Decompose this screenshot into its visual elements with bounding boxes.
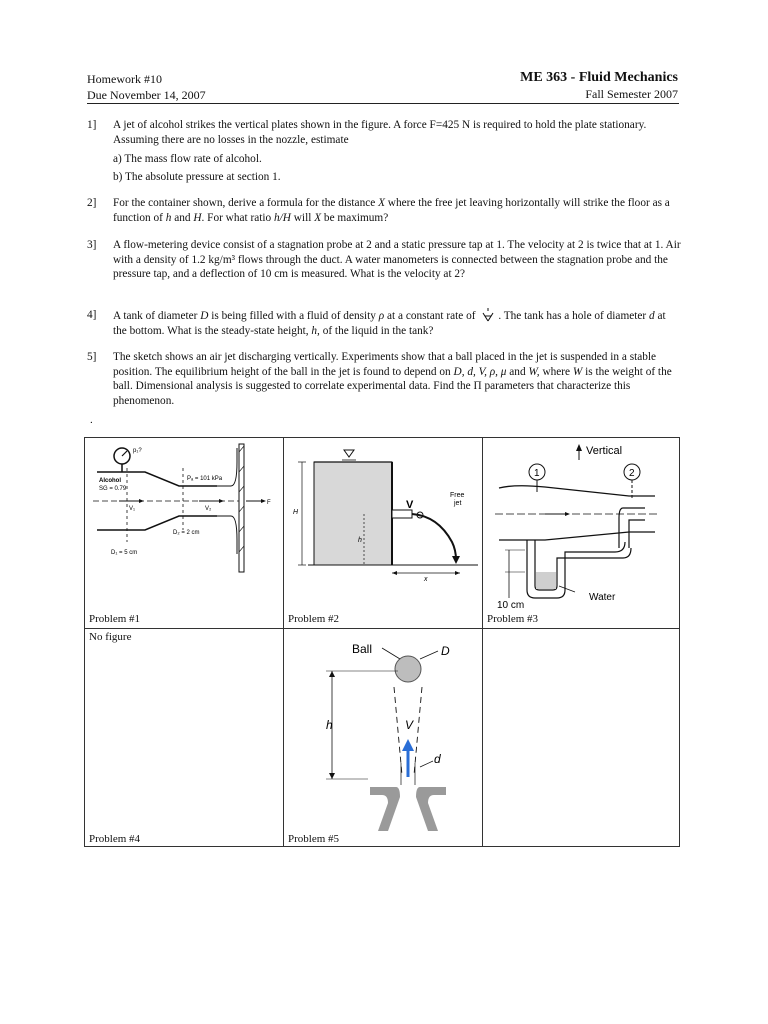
stray-dot: . bbox=[90, 414, 93, 426]
figure-cell-2 bbox=[283, 437, 483, 629]
svg-text:h: h bbox=[358, 537, 362, 544]
course-title: ME 363 - Fluid Mechanics bbox=[520, 70, 678, 85]
svg-text:H: H bbox=[293, 509, 299, 516]
figure-cell-5 bbox=[283, 628, 483, 847]
problem-3 bbox=[87, 238, 682, 282]
svg-text:d: d bbox=[434, 752, 441, 766]
svg-text:Alcohol: Alcohol bbox=[99, 478, 121, 484]
svg-text:p₁?: p₁? bbox=[133, 448, 142, 454]
problem-text: The sketch shows an air jet discharging vertically. Experiments show that a ball placed in the jet is suspended in a stable position. The equilibrium height of the ball in the jet is found to depend on D, d, V, ρ, μ and W, where W is the weight of the ball. Dimensional analysis is suggested to correlate experimental data. Find the Π parameters that characterize this phenomenon. bbox=[113, 351, 672, 407]
due-date: Due November 14, 2007 bbox=[87, 88, 206, 102]
figure-problem-3 bbox=[485, 440, 679, 610]
svg-text:Free: Free bbox=[450, 492, 465, 499]
figure-cell-6-empty bbox=[482, 628, 680, 847]
svg-text:Pₐ = 101 kPa: Pₐ = 101 kPa bbox=[187, 476, 223, 482]
semester: Fall Semester 2007 bbox=[585, 87, 678, 101]
problem-1 bbox=[87, 118, 682, 184]
problem-number: 4] bbox=[87, 309, 97, 321]
problem-4 bbox=[87, 308, 682, 338]
svg-text:D₂ = 2 cm: D₂ = 2 cm bbox=[173, 530, 200, 536]
figure-problem-2 bbox=[288, 442, 480, 602]
svg-text:V₁: V₁ bbox=[129, 506, 136, 512]
figure-problem-5 bbox=[288, 635, 480, 831]
svg-text:D₁ = 5 cm: D₁ = 5 cm bbox=[111, 550, 138, 556]
svg-text:1: 1 bbox=[534, 468, 540, 479]
no-figure-label: No figure bbox=[89, 631, 132, 643]
figure-problem-1 bbox=[89, 442, 281, 602]
svg-text:SG = 0.79: SG = 0.79 bbox=[99, 486, 127, 492]
svg-text:Water: Water bbox=[589, 592, 616, 603]
figure-cell-1 bbox=[84, 437, 284, 629]
svg-text:F: F bbox=[267, 500, 271, 506]
header-right bbox=[520, 69, 678, 103]
problem-text: A jet of alcohol strikes the vertical plates shown in the figure. A force F=425 N is required to hold the plate stationary. Assuming there are no losses in the nozzle, estimate bbox=[113, 119, 647, 146]
caption-problem-3: Problem #3 bbox=[487, 613, 539, 625]
svg-text:2: 2 bbox=[629, 468, 635, 479]
svg-text:x: x bbox=[424, 576, 428, 583]
caption-problem-2: Problem #2 bbox=[288, 613, 340, 625]
caption-problem-1: Problem #1 bbox=[89, 613, 141, 625]
svg-text:V: V bbox=[405, 718, 414, 732]
caption-problem-5: Problem #5 bbox=[288, 833, 340, 845]
problem-text: A tank of diameter D is being filled with a fluid of density ρ at a constant rate of . The tank has a hole of diameter d at the bottom. What is the steady-state height, h, of the liquid in the tank? bbox=[113, 310, 666, 337]
header-rule bbox=[87, 103, 679, 104]
problem-2 bbox=[87, 196, 682, 225]
problem-number: 5] bbox=[87, 351, 97, 363]
part-b: b) The absolute pressure at section 1. bbox=[113, 170, 281, 183]
header-left bbox=[87, 71, 206, 103]
caption-problem-4: Problem #4 bbox=[89, 833, 141, 845]
figure-cell-4 bbox=[84, 628, 284, 847]
volume-flow-rate-icon bbox=[480, 308, 496, 322]
svg-text:jet: jet bbox=[454, 500, 462, 507]
svg-text:Vertical: Vertical bbox=[586, 445, 623, 457]
problem-number: 1] bbox=[87, 119, 97, 131]
svg-text:D: D bbox=[441, 644, 450, 658]
problem-number: 3] bbox=[87, 239, 97, 251]
figure-cell-3 bbox=[482, 437, 680, 629]
homework-number: Homework #10 bbox=[87, 72, 162, 86]
svg-text:Ball: Ball bbox=[352, 642, 373, 656]
problem-text: A flow-metering device consist of a stagnation probe at 2 and a static pressure tap at 1. The velocity at 2 is twice that at 1. Air with a density of 1.2 kg/m³ flows through the duct. A water manometers is connected between the stagnation probe and the pressure tap, and a deflection of 10 cm is measured. What is the velocity at 2? bbox=[113, 239, 681, 280]
svg-text:h: h bbox=[326, 718, 333, 732]
problem-text: For the container shown, derive a formula for the distance X where the free jet leaving horizontally will strike the floor as a function of h and H. For what ratio h/H will X be maximum? bbox=[113, 197, 670, 224]
figure-grid bbox=[84, 437, 680, 847]
part-a: a) The mass flow rate of alcohol. bbox=[113, 153, 262, 165]
problem-parts bbox=[113, 152, 682, 184]
svg-text:V₂: V₂ bbox=[205, 506, 212, 512]
problem-5 bbox=[87, 350, 682, 408]
svg-text:V: V bbox=[406, 499, 414, 511]
svg-text:10 cm: 10 cm bbox=[497, 600, 525, 610]
problem-number: 2] bbox=[87, 197, 97, 209]
